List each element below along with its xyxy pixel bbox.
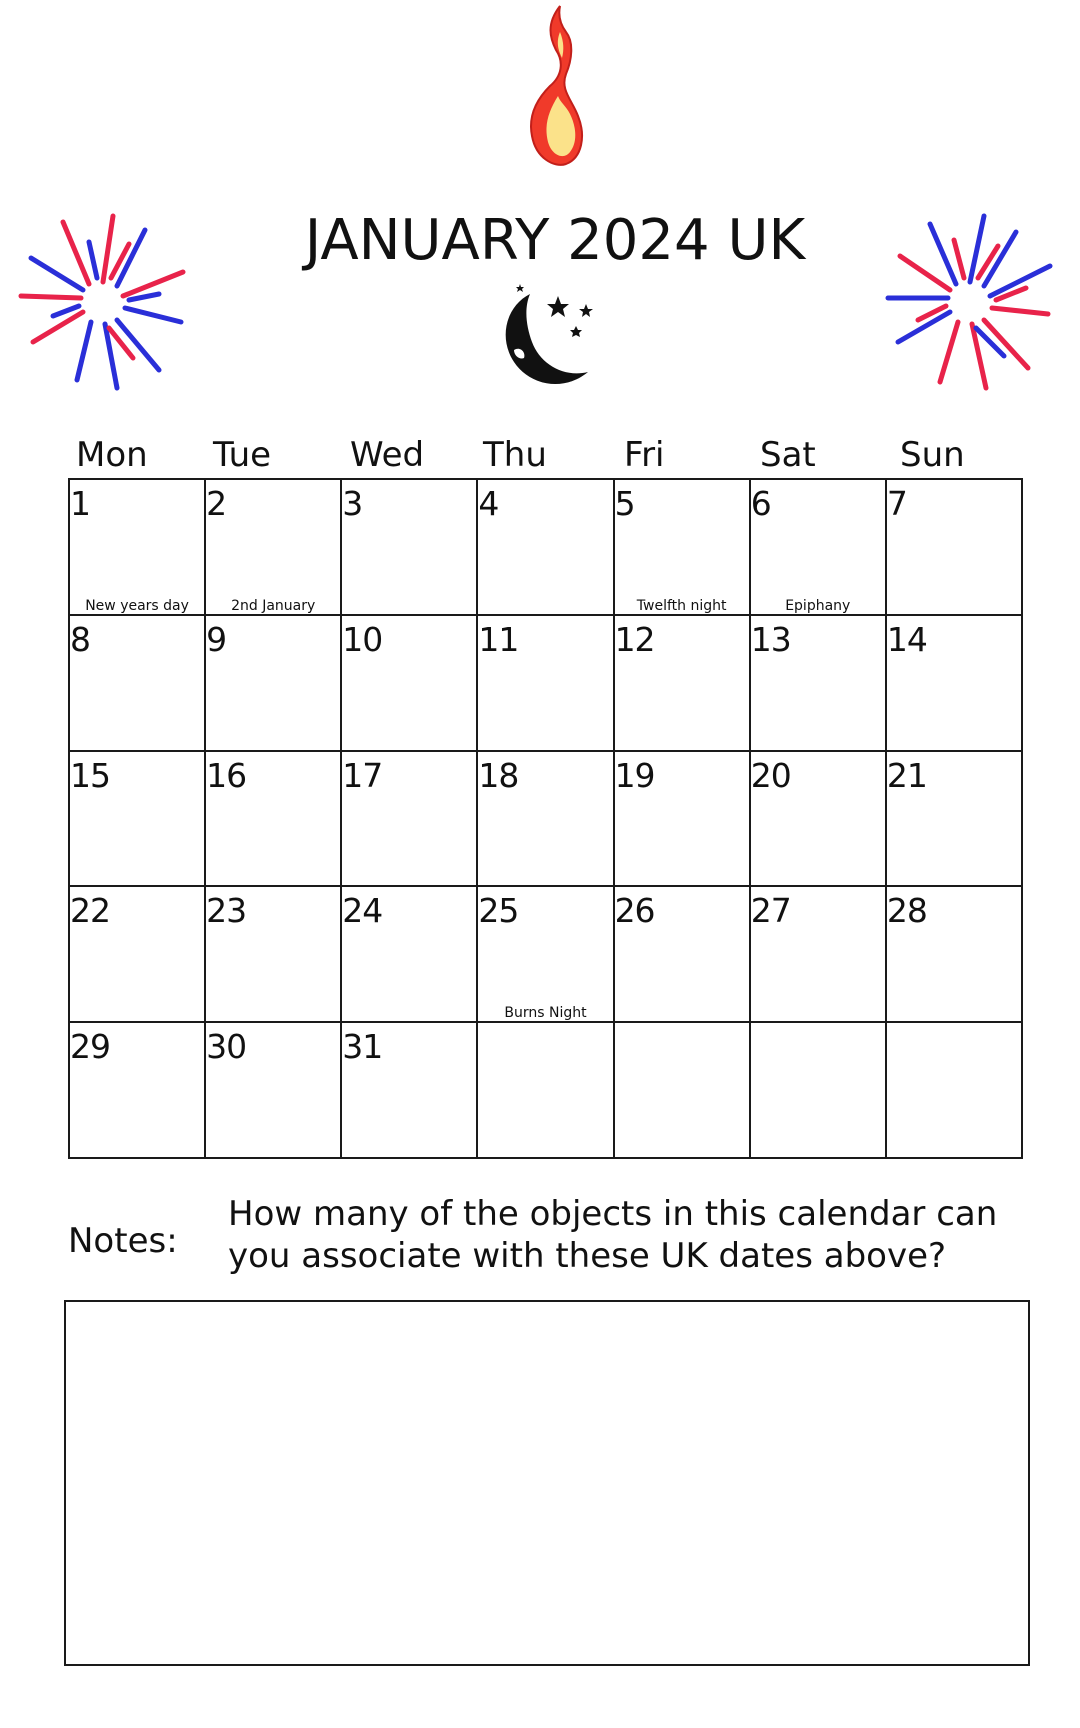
day-number: 13 <box>750 619 791 659</box>
weekday-header-wed: Wed <box>350 435 425 475</box>
calendar-day-cell[interactable] <box>478 752 614 888</box>
day-number: 8 <box>70 619 90 659</box>
day-number: 23 <box>206 891 247 931</box>
calendar-day-cell[interactable] <box>615 752 751 888</box>
calendar-day-cell[interactable] <box>615 616 751 752</box>
weekday-header-thu: Thu <box>483 435 547 475</box>
calendar-day-cell[interactable] <box>751 752 887 888</box>
event-label: Epiphany <box>785 597 851 614</box>
calendar-day-cell[interactable] <box>478 616 614 752</box>
event-label: New years day <box>85 597 189 614</box>
day-number: 26 <box>614 891 655 931</box>
event-label: 2nd January <box>231 597 316 614</box>
day-number: 22 <box>70 891 110 931</box>
notes-label: Notes: <box>68 1221 178 1261</box>
calendar-day-cell[interactable] <box>342 752 478 888</box>
day-number: 16 <box>206 755 247 795</box>
calendar-day-cell[interactable] <box>342 887 478 1023</box>
calendar-day-cell[interactable] <box>887 616 1023 752</box>
calendar-day-cell[interactable] <box>206 887 342 1023</box>
event-label: Twelfth night <box>636 597 727 614</box>
day-number: 10 <box>342 619 383 659</box>
day-number: 31 <box>342 1027 383 1067</box>
calendar-grid <box>68 478 1023 1159</box>
weekday-header-tue: Tue <box>213 435 272 475</box>
empty-day-cell <box>887 1023 1023 1159</box>
calendar-day-cell[interactable] <box>751 887 887 1023</box>
flame-icon <box>520 2 586 172</box>
day-number: 24 <box>342 891 383 931</box>
day-number: 25 <box>478 891 519 931</box>
day-number: 4 <box>478 484 499 523</box>
calendar-day-cell[interactable] <box>206 752 342 888</box>
event-label: Burns Night <box>504 1005 587 1022</box>
calendar-title: JANUARY 2024 UK <box>304 208 806 273</box>
calendar-day-cell[interactable] <box>342 616 478 752</box>
day-number: 5 <box>614 484 635 523</box>
day-number: 19 <box>614 755 655 795</box>
day-number: 2 <box>206 484 227 523</box>
calendar-day-cell[interactable] <box>342 480 478 616</box>
day-number: 11 <box>478 619 519 659</box>
question-line-1: How many of the objects in this calendar can <box>228 1194 998 1234</box>
calendar-day-cell[interactable] <box>206 480 342 616</box>
question-text <box>228 1193 1008 1277</box>
calendar-day-cell[interactable] <box>342 1023 478 1159</box>
calendar-day-cell[interactable] <box>751 480 887 616</box>
calendar-day-cell[interactable] <box>70 480 206 616</box>
calendar-day-cell[interactable] <box>887 887 1023 1023</box>
day-number: 12 <box>614 619 655 659</box>
day-number: 15 <box>70 755 110 795</box>
day-number: 14 <box>886 619 927 659</box>
day-number: 7 <box>886 484 907 523</box>
day-number: 28 <box>886 891 927 931</box>
calendar-day-cell[interactable] <box>478 887 614 1023</box>
calendar-day-cell[interactable] <box>70 616 206 752</box>
day-number: 18 <box>478 755 519 795</box>
weekday-header-sun: Sun <box>900 435 965 475</box>
day-number: 3 <box>342 484 363 523</box>
weekday-header-sat: Sat <box>760 435 816 475</box>
day-number: 9 <box>206 619 227 659</box>
calendar-day-cell[interactable] <box>70 1023 206 1159</box>
crescent-moon-stars-icon <box>500 280 604 392</box>
day-number: 20 <box>750 755 791 795</box>
calendar-day-cell[interactable] <box>615 480 751 616</box>
day-number: 29 <box>70 1027 110 1067</box>
notes-box[interactable] <box>64 1300 1030 1666</box>
empty-day-cell <box>615 1023 751 1159</box>
calendar-day-cell[interactable] <box>206 616 342 752</box>
calendar-day-cell[interactable] <box>70 887 206 1023</box>
day-number: 1 <box>70 484 90 523</box>
calendar-day-cell[interactable] <box>206 1023 342 1159</box>
day-number: 30 <box>206 1027 247 1067</box>
calendar-day-cell[interactable] <box>751 616 887 752</box>
weekday-header-mon: Mon <box>76 435 148 475</box>
calendar-day-cell[interactable] <box>70 752 206 888</box>
empty-day-cell <box>478 1023 614 1159</box>
empty-day-cell <box>751 1023 887 1159</box>
question-line-2: you associate with these UK dates above? <box>228 1236 947 1276</box>
day-number: 6 <box>750 484 771 523</box>
calendar-day-cell[interactable] <box>887 752 1023 888</box>
day-number: 27 <box>750 891 791 931</box>
calendar-day-cell[interactable] <box>478 480 614 616</box>
day-number: 17 <box>342 755 383 795</box>
weekday-header-fri: Fri <box>624 435 665 475</box>
day-number: 21 <box>886 755 927 795</box>
calendar-day-cell[interactable] <box>887 480 1023 616</box>
calendar-day-cell[interactable] <box>615 887 751 1023</box>
